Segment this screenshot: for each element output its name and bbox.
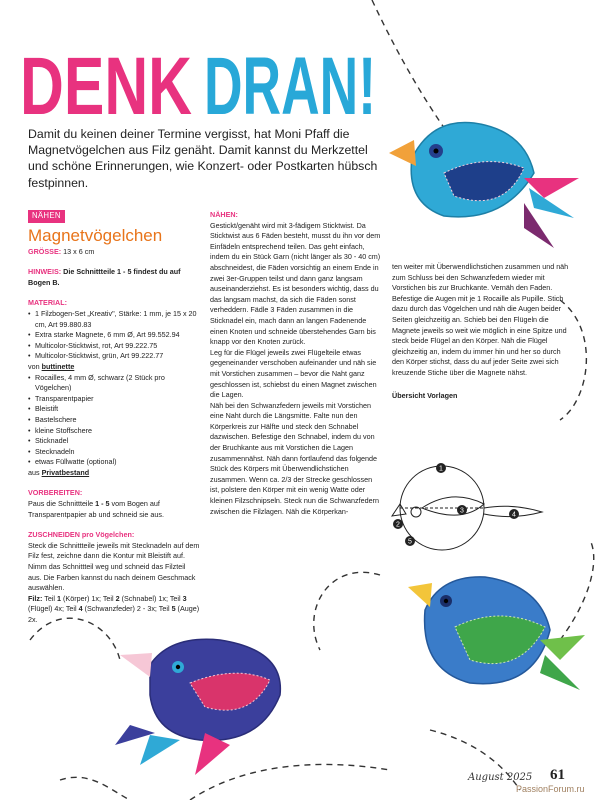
category-tag: NÄHEN — [28, 210, 65, 223]
felt-part-number: 5 — [171, 604, 176, 614]
prep-section — [28, 488, 200, 520]
cut-text: Steck die Schnittteile jeweils mit Stecknadeln auf dem Filz fest, zeichne dann die Kontur mit Bleistift auf. Nimm das Schnittteil weg und schneid das Filzteil aus. Die Farben kannst du nach deinem Geschmack auswählen. — [28, 540, 200, 593]
part-number-3: 3 — [460, 507, 464, 515]
felt-text: (Flügel) 4x; Teil — [28, 604, 79, 614]
material-item: • kleine Stoffschere — [28, 426, 200, 437]
title-word-dran: DRAN! — [204, 41, 376, 132]
prep-text-part: vom Bogen auf Transparentpapier ab und schneid sie aus. — [28, 499, 164, 519]
sew-paragraph-4: ten weiter mit Überwendlichstichen zusammen und näh zum Schluss bei den Schwanzfedern wieder mit Vorstichen bis zur Bruchkante. Vernäh den Faden. Befestige die Augen mit je 1 Rocaille als Pupille. Stich dazu durch das Vögelchen und näh die Augen beider Seiten gleichzeitig an. Schieb bei den Flügeln die Magnete jeweils so weit wie möglich in eine Spitze und steck beide Flügel an den Körper. Näh die Flügel gleichzeitig an, indem du immer hin und her so durch den Körper stichst, dass du auf jeder Seite zwei sich kreuzende Stiche über die Magnete nähst. — [392, 262, 569, 377]
hint-label: HINWEIS: — [28, 267, 62, 277]
prep-text-part: Paus die Schnittteile — [28, 499, 96, 509]
felt-bird-turquoise — [384, 118, 584, 253]
sew-label: NÄHEN: — [210, 210, 238, 219]
project-title: Magnetvögelchen — [28, 225, 163, 245]
watermark-site: PassionForum.ru — [516, 784, 585, 794]
prep-text — [28, 499, 200, 520]
material-item: • Multicolor-Sticktwist, grün, Art 99.222.77 — [28, 351, 200, 362]
part-number-4: 4 — [512, 511, 516, 519]
source-name-privatbestand: Privatbestand — [41, 467, 90, 477]
felt-text: (Körper) 1x; Teil — [61, 593, 116, 603]
overview-label: Übersicht Vorlagen — [392, 390, 458, 400]
materials-list-a — [28, 309, 200, 362]
page-title — [20, 40, 380, 132]
felt-part-number: 3 — [182, 593, 187, 603]
felt-part-number: 2 — [115, 593, 120, 603]
pattern-part-wing — [422, 497, 484, 515]
felt-text: Teil — [42, 593, 58, 603]
material-item: • Extra starke Magnete, 6 mm Ø, Art 99.552.94 — [28, 330, 200, 341]
felt-bird-blue-green — [400, 565, 590, 715]
part-number-1: 1 — [439, 465, 443, 473]
felt-part-number: 1 — [57, 593, 62, 603]
felt-bird-blue-pink — [110, 625, 300, 775]
sew-paragraph-1: Gestickt/genäht wird mit 3-fädigem Sticktwist. Da Sticktwist aus 6 Fäden besteht, musst du ihn vor dem Einfädeln entsprechend teilen. Das geht einfach, indem du ein Stück Garn (nicht länger als 30 - 40 cm) abschneidest, die Fäden vorsichtig an einem Ende in zwei 3er-Gruppen teilst und dann ganz langsam auseinanderziehst. Es ist besonders wichtig, dass du das langsam machst, da sich die Fäden sonst verheddern. Fädle 3 Fäden zusammen in die Sticknadel ein, mach dann an langen Fadenende einen Knoten und schneide überstehendes Garn bis knapp vor den Knoten zurück. — [210, 220, 381, 347]
pattern-overview-diagram — [392, 458, 542, 558]
cut-label: ZUSCHNEIDEN pro Vögelchen: — [28, 530, 135, 540]
material-item: • Bastelschere — [28, 415, 200, 426]
column-materials — [28, 210, 200, 626]
material-item: • Bleistift — [28, 404, 200, 415]
page-number: 61 — [550, 767, 565, 783]
prep-parts-range: 1 - 5 — [95, 499, 110, 509]
column-sewing-continued — [392, 262, 572, 401]
felt-parts-line — [28, 594, 200, 626]
part-number-5: 5 — [408, 538, 412, 546]
felt-text: (Schnabel) 1x; Teil — [119, 593, 183, 603]
cut-section — [28, 530, 200, 625]
size-label: GRÖSSE: — [28, 246, 62, 256]
material-item: • 1 Filzbogen-Set „Kreativ", Stärke: 1 mm, je 15 x 20 cm, Art 99.880.83 — [28, 309, 200, 330]
material-label: MATERIAL: — [28, 298, 67, 308]
source-line-1 — [28, 362, 200, 373]
hint-text: Die Schnittteile 1 - 5 findest du auf Bogen B. — [28, 267, 181, 287]
intro-paragraph: Damit du keinen deiner Termine vergisst, hat Moni Pfaff die Magnetvögelchen aus Filz genäht. Damit kannst du Merkzettel und schöne Erinnerungen, wie Konzert- oder Postkarten hübsch festpinnen. — [28, 127, 378, 190]
material-item: • Stecknadeln — [28, 447, 200, 458]
size-line — [28, 247, 200, 258]
felt-part-number: 4 — [78, 604, 83, 614]
column-sewing — [210, 210, 383, 517]
title-word-denk: DENK — [20, 41, 192, 132]
pattern-part-beak — [392, 504, 406, 516]
part-number-2: 2 — [396, 521, 400, 529]
source-prefix: von — [28, 361, 42, 371]
prep-label: VORBEREITEN: — [28, 488, 83, 498]
material-item: • Transparentpapier — [28, 394, 200, 405]
hint-line — [28, 267, 200, 288]
footer-issue-date: August 2025 — [468, 772, 533, 783]
materials-list-b — [28, 373, 200, 468]
source-name-buttinette: buttinette — [41, 361, 75, 371]
sew-paragraph-2: Leg für die Flügel jeweils zwei Flügelteile etwas gegeneinander verschoben aufeinander und näh sie mit Vorstichen zusammen – bevor die Naht ganz geschlossen ist, schiebst du einen Magnet zwischen die Lagen. — [210, 347, 377, 400]
material-item: • etwas Füllwatte (optional) — [28, 457, 200, 468]
felt-label: Filz: — [28, 593, 43, 603]
material-item: • Sticknadel — [28, 436, 200, 447]
felt-text: (Schwanzfeder) 2 - 3x; Teil — [82, 604, 172, 614]
sew-paragraph-3: Näh bei den Schwanzfedern jeweils mit Vorstichen eine Naht durch die Längsmitte. Falte nun den Körperkreis zur Hälfte und steck den Schnabel dazwischen. Befestige den Schnabel, indem du von der Bruchkante aus mit Vorstichen die Lagen zusammennähst. Näh dann fortlaufend das folgende Stück des Körpers mit Überwendlichstichen zusammen. Wenn ca. 2/3 der Strecke geschlossen ist, polstere den Körper mit ein wenig Watte oder kleinen Filzschnipseln. Steck nun die Schwanzfedern zwischen die Filzlagen. Näh die Körperkan- — [210, 400, 380, 516]
materials-section — [28, 298, 200, 478]
material-item: • Multicolor-Sticktwist, rot, Art 99.222.75 — [28, 341, 200, 352]
source-prefix: aus — [28, 467, 42, 477]
felt-text: (Auge) 2x. — [28, 604, 200, 624]
source-line-2 — [28, 468, 200, 479]
material-item: • Rocailles, 4 mm Ø, schwarz (2 Stück pro Vögelchen) — [28, 373, 200, 394]
size-value: 13 x 6 cm — [61, 246, 95, 256]
